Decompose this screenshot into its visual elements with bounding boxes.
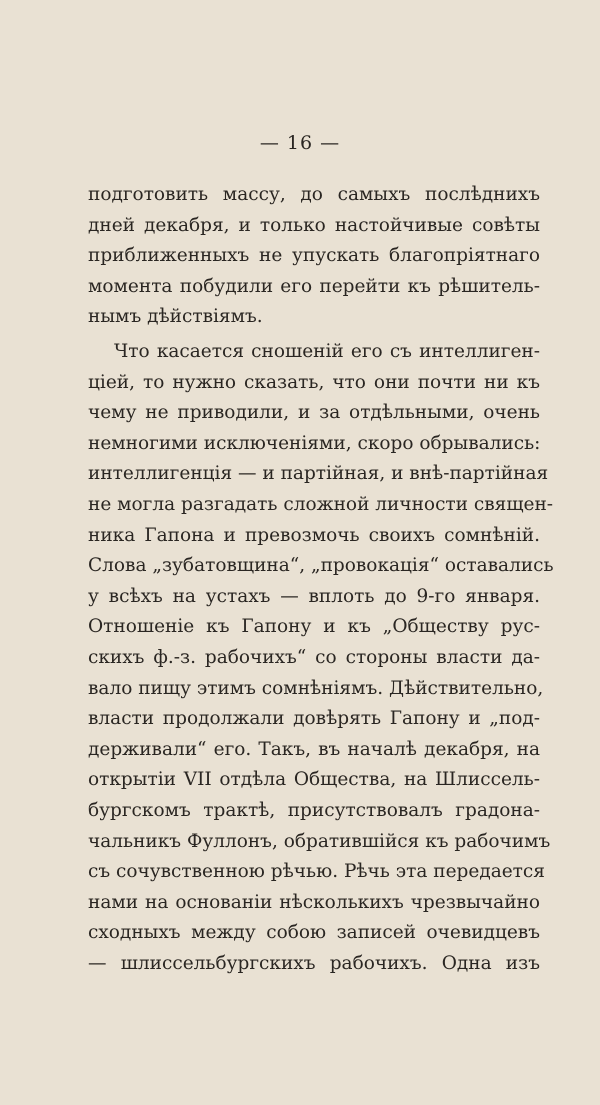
text-line: нами на основаніи нѣсколькихъ чрезвычайно — [88, 891, 540, 913]
text-line: интеллигенція — и партійная, и внѣ-партійная — [88, 463, 549, 485]
text-line: скихъ ф.-з. рабочихъ“ со стороны власти да- — [88, 646, 540, 668]
text-line: чальникъ Фуллонъ, обратившійся къ рабочимъ — [88, 830, 551, 852]
text-line: Отношеніе къ Гапону и къ „Обществу рус- — [88, 616, 540, 638]
paragraph-1 — [88, 180, 540, 333]
text-line: немногими исключеніями, скоро обрывались: — [88, 432, 541, 454]
text-line: открытіи VII отдѣла Общества, на Шлиссель- — [88, 769, 540, 791]
text-line: вало пищу этимъ сомнѣніямъ. Дѣйствительно, — [88, 677, 544, 699]
text-line: ника Гапона и превозмочь своихъ сомнѣній. — [88, 524, 540, 546]
text-line: не могла разгадать сложной личности священ- — [88, 493, 554, 515]
text-line: Что касается сношеній его съ интеллиген- — [114, 341, 540, 362]
text-line: у всѣхъ на устахъ — вплоть до 9-го января. — [88, 585, 540, 607]
text-line: съ сочувственною рѣчью. Рѣчь эта передается — [88, 861, 545, 883]
page-number: — 16 — — [259, 132, 341, 154]
text-line: власти продолжали довѣрять Гапону и „под- — [88, 708, 540, 730]
text-line: ціей, то нужно сказать, что они почти ни къ — [88, 371, 540, 393]
text-line: приближенныхъ не упускать благопріятнаго — [88, 245, 540, 267]
paragraph-2 — [88, 337, 554, 979]
text-line: дней декабря, и только настойчивые совѣты — [88, 214, 540, 236]
text-line: сходныхъ между собою записей очевидцевъ — [88, 922, 540, 944]
text-line: держивали“ его. Такъ, въ началѣ декабря, на — [88, 738, 540, 760]
text-line: нымъ дѣйствіямъ. — [88, 306, 263, 328]
text-line: бургскомъ трактѣ, присутствовалъ градона- — [88, 799, 540, 821]
text-line: подготовить массу, до самыхъ послѣднихъ — [88, 184, 540, 205]
text-line: момента побудили его перейти къ рѣшитель- — [88, 275, 540, 297]
text-line: Слова „зубатовщина“, „провокація“ оставались — [88, 555, 554, 577]
text-line: — шлиссельбургскихъ рабочихъ. Одна изъ — [88, 952, 540, 974]
text-line: чему не приводили, и за отдѣльными, очень — [88, 402, 540, 424]
